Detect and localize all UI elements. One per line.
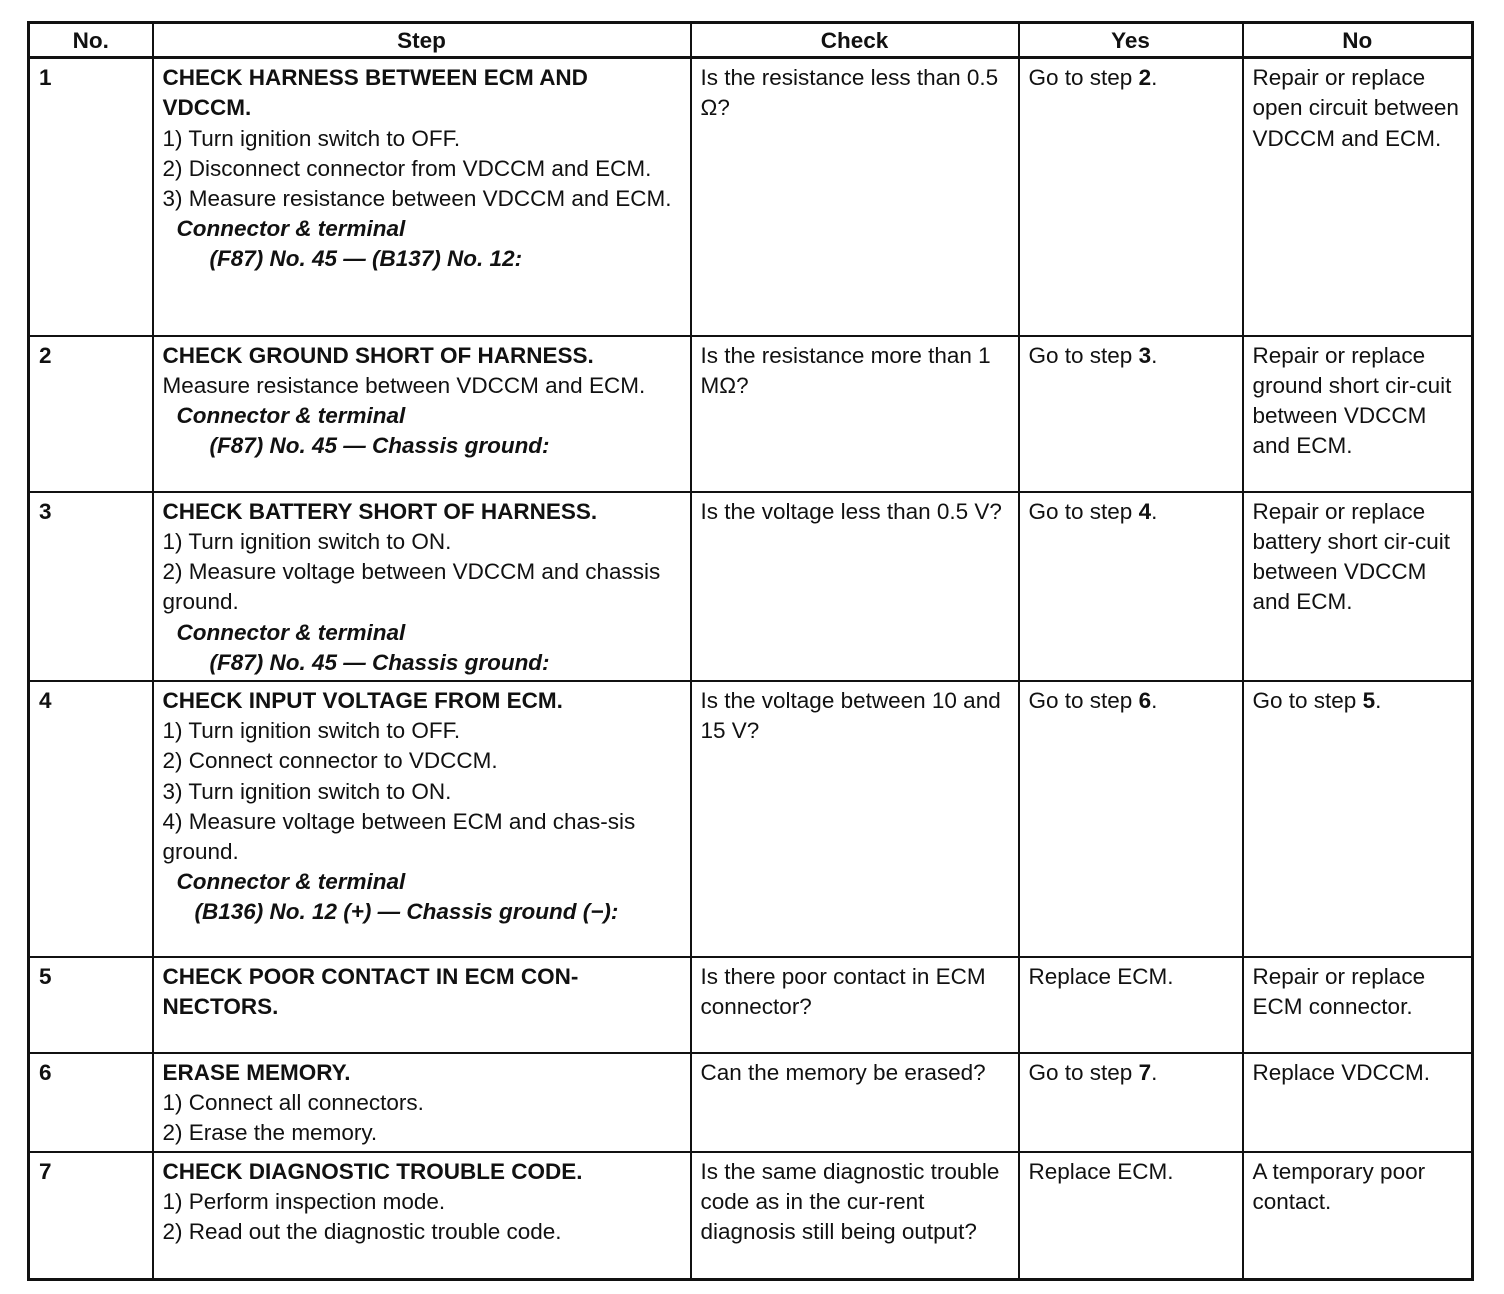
step-line: 1) Turn ignition switch to OFF. — [162, 718, 461, 744]
check-cell: Is the same diagnostic trouble code as in the cur-rent diagnosis still being output? — [691, 1152, 1019, 1280]
step-line: 1) Turn ignition switch to ON. — [162, 528, 452, 554]
no-cell — [1243, 681, 1473, 957]
no-cell — [1243, 957, 1473, 1053]
step-line: 2) Connect connector to VDCCM. — [162, 748, 498, 774]
step-line: 1) Connect all connectors. — [162, 1090, 424, 1116]
step-line: 1) Turn ignition switch to OFF. — [162, 125, 461, 151]
yes-suffix: . — [1151, 65, 1158, 91]
connector-label: Connector & terminal — [176, 403, 406, 429]
check-cell: Is there poor contact in ECM connector? — [691, 957, 1019, 1053]
row-number: 7 — [29, 1152, 153, 1280]
yes-text: Go to step — [1028, 65, 1139, 91]
yes-suffix: . — [1151, 687, 1158, 713]
step-cell — [153, 492, 691, 681]
no-text: Go to step — [1252, 687, 1363, 713]
yes-step-number: 6 — [1138, 687, 1152, 713]
yes-suffix: . — [1151, 1059, 1158, 1085]
step-line: 2) Erase the memory. — [162, 1120, 378, 1146]
yes-cell — [1019, 492, 1243, 681]
yes-text: Go to step — [1028, 498, 1139, 524]
no-cell — [1243, 1053, 1473, 1152]
no-suffix: . — [1375, 687, 1382, 713]
connector-value: (F87) No. 45 — Chassis ground: — [209, 433, 550, 459]
connector-label: Connector & terminal — [176, 216, 406, 242]
yes-text: Go to step — [1028, 1059, 1139, 1085]
table-row — [29, 1152, 1473, 1280]
step-line: 3) Measure resistance between VDCCM and ECM. — [162, 186, 672, 212]
yes-cell — [1019, 58, 1243, 336]
check-cell: Is the resistance less than 0.5 Ω? — [691, 58, 1019, 336]
no-text: Repair or replace ground short cir-cuit between VDCCM and ECM. — [1252, 342, 1452, 459]
step-title: CHECK DIAGNOSTIC TROUBLE CODE. — [162, 1158, 583, 1184]
check-cell: Is the resistance more than 1 MΩ? — [691, 336, 1019, 492]
step-title: CHECK GROUND SHORT OF HARNESS. — [162, 342, 594, 368]
no-text: Replace VDCCM. — [1252, 1059, 1431, 1085]
step-title: CHECK POOR CONTACT IN ECM CON-NECTORS. — [162, 963, 579, 1020]
connector-label: Connector & terminal — [176, 869, 406, 895]
step-title: CHECK INPUT VOLTAGE FROM ECM. — [162, 687, 563, 713]
table-row — [29, 1053, 1473, 1152]
step-line: 1) Perform inspection mode. — [162, 1188, 446, 1214]
connector-label: Connector & terminal — [176, 619, 406, 645]
row-number: 4 — [29, 681, 153, 957]
yes-cell — [1019, 957, 1243, 1053]
row-number: 5 — [29, 957, 153, 1053]
header-yes: Yes — [1019, 23, 1243, 58]
yes-suffix: . — [1151, 342, 1158, 368]
no-cell — [1243, 1152, 1473, 1280]
row-number: 6 — [29, 1053, 153, 1152]
no-cell — [1243, 58, 1473, 336]
header-check: Check — [691, 23, 1019, 58]
header-row — [29, 23, 1473, 58]
step-cell — [153, 1152, 691, 1280]
yes-cell — [1019, 336, 1243, 492]
step-cell — [153, 336, 691, 492]
no-text: Repair or replace open circuit between VDCCM and ECM. — [1252, 65, 1459, 151]
step-cell — [153, 58, 691, 336]
no-text: Repair or replace ECM connector. — [1252, 963, 1426, 1020]
row-number: 3 — [29, 492, 153, 681]
step-title: CHECK HARNESS BETWEEN ECM AND VDCCM. — [162, 65, 588, 121]
step-cell — [153, 681, 691, 957]
header-no-result: No — [1243, 23, 1473, 58]
table-row — [29, 336, 1473, 492]
table-row — [29, 681, 1473, 957]
table-row — [29, 957, 1473, 1053]
check-cell: Is the voltage less than 0.5 V? — [691, 492, 1019, 681]
step-line: 2) Measure voltage between VDCCM and chassis ground. — [162, 559, 661, 615]
connector-value: (F87) No. 45 — (B137) No. 12: — [209, 246, 523, 272]
yes-text: Replace ECM. — [1028, 963, 1174, 989]
step-title: ERASE MEMORY. — [162, 1059, 351, 1085]
yes-text: Replace ECM. — [1028, 1158, 1174, 1184]
step-line: 4) Measure voltage between ECM and chas-sis ground. — [162, 808, 636, 864]
yes-cell — [1019, 681, 1243, 957]
step-title: CHECK BATTERY SHORT OF HARNESS. — [162, 498, 598, 524]
no-text: A temporary poor contact. — [1252, 1158, 1426, 1214]
no-cell — [1243, 492, 1473, 681]
step-line: 3) Turn ignition switch to ON. — [162, 778, 452, 804]
no-text: Repair or replace battery short cir-cuit between VDCCM and ECM. — [1252, 498, 1451, 615]
check-cell: Can the memory be erased? — [691, 1053, 1019, 1152]
diagnostic-table — [27, 21, 1474, 1281]
yes-text: Go to step — [1028, 342, 1139, 368]
connector-value: (F87) No. 45 — Chassis ground: — [209, 649, 550, 675]
step-cell — [153, 1053, 691, 1152]
diagnostic-procedure-sheet — [27, 21, 1471, 1281]
header-step: Step — [153, 23, 691, 58]
yes-cell — [1019, 1053, 1243, 1152]
yes-step-number: 7 — [1138, 1059, 1152, 1085]
yes-cell — [1019, 1152, 1243, 1280]
step-cell — [153, 957, 691, 1053]
no-step-number: 5 — [1362, 687, 1376, 713]
header-no: No. — [29, 23, 153, 58]
yes-step-number: 3 — [1138, 342, 1152, 368]
connector-value: (B136) No. 12 (+) — Chassis ground (−): — [194, 899, 619, 925]
step-line: 2) Disconnect connector from VDCCM and ECM. — [162, 155, 652, 181]
row-number: 2 — [29, 336, 153, 492]
yes-step-number: 4 — [1138, 498, 1152, 524]
check-cell: Is the voltage between 10 and 15 V? — [691, 681, 1019, 957]
step-line: 2) Read out the diagnostic trouble code. — [162, 1218, 562, 1244]
step-line: Measure resistance between VDCCM and ECM. — [162, 372, 646, 398]
no-cell — [1243, 336, 1473, 492]
yes-step-number: 2 — [1138, 65, 1152, 91]
table-row — [29, 58, 1473, 336]
table-row — [29, 492, 1473, 681]
row-number: 1 — [29, 58, 153, 336]
yes-suffix: . — [1151, 498, 1158, 524]
yes-text: Go to step — [1028, 687, 1139, 713]
